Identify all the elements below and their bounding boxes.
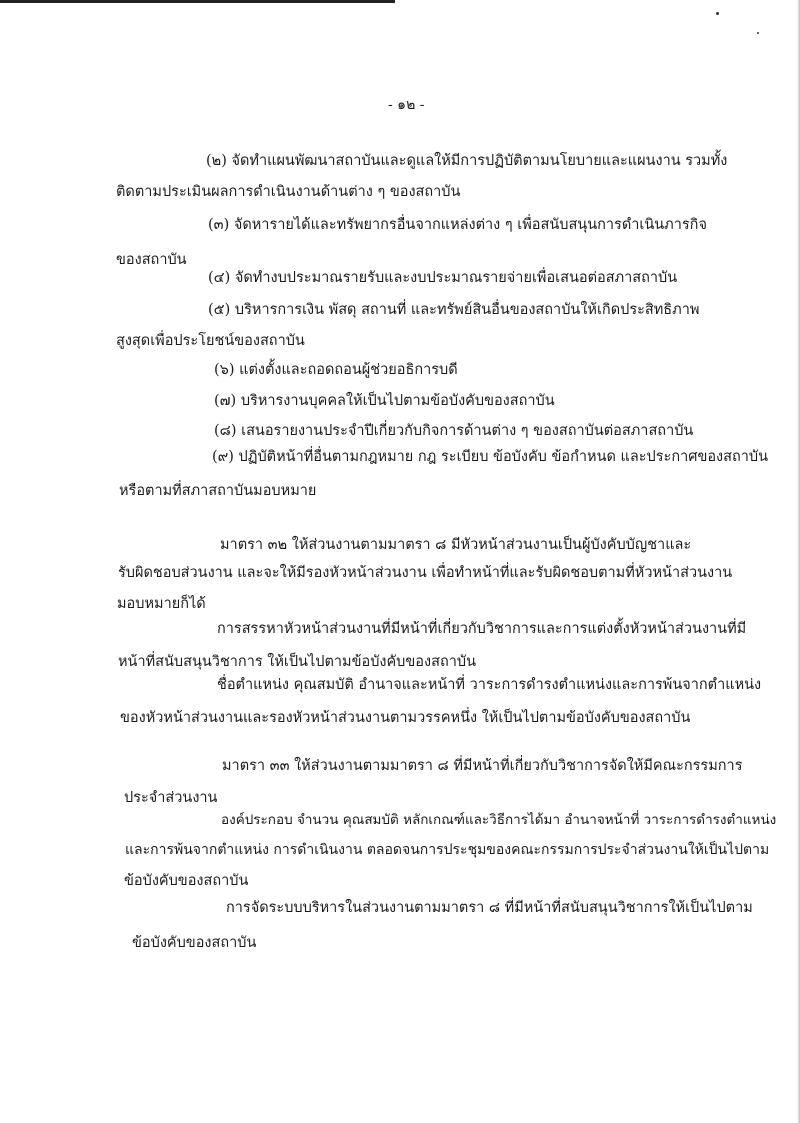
item-2-line-2: ติดตามประเมินผลการดำเนินงานด้านต่าง ๆ ของสถาบัน [116,184,461,200]
section-33-line-1: มาตรา ๓๓ ให้ส่วนงานตามมาตรา ๘ ที่มีหน้าที่เกี่ยวกับวิชาการจัดให้มีคณะกรรมการ [222,758,743,774]
scan-speck [757,32,759,34]
item-6: (๖) แต่งตั้งและถอดถอนผู้ช่วยอธิการบดี [214,362,458,378]
section-33-para-2-line-1: องค์ประกอบ จำนวน คุณสมบัติ หลักเกณฑ์และวิธีการได้มา อำนาจหน้าที่ วาระการดำรงตำแหน่ง [221,812,777,828]
section-32-para-2-line-2: หน้าที่สนับสนุนวิชาการ ให้เป็นไปตามข้อบังคับของสถาบัน [118,654,476,670]
section-33-para-2-line-3: ข้อบังคับของสถาบัน [124,873,249,889]
item-5-line-1: (๕) บริหารการเงิน พัสดุ สถานที่ และทรัพย์สินอื่นของสถาบันให้เกิดประสิทธิภาพ [208,302,700,318]
item-9-line-2: หรือตามที่สภาสถาบันมอบหมาย [119,483,317,499]
section-32-line-1: มาตรา ๓๒ ให้ส่วนงานตามมาตรา ๘ มีหัวหน้าส่วนงานเป็นผู้บังคับบัญชาและ [220,537,692,553]
item-3-line-2: ของสถาบัน [116,252,187,268]
item-7: (๗) บริหารงานบุคคลให้เป็นไปตามข้อบังคับของสถาบัน [214,393,555,409]
section-33-para-2-line-2: และการพ้นจากตำแหน่ง การดำเนินงาน ตลอดจนการประชุมของคณะกรรมการประจำส่วนงานให้เป็นไปตาม [125,842,770,858]
item-3-line-1: (๓) จัดหารายได้และทรัพยากรอื่นจากแหล่งต่าง ๆ เพื่อสนับสนุนการดำเนินภารกิจ [208,217,707,233]
scan-speck [716,12,719,15]
section-32-para-3-line-2: ของหัวหน้าส่วนงานและรองหัวหน้าส่วนงานตามวรรคหนึ่ง ให้เป็นไปตามข้อบังคับของสถาบัน [120,710,691,726]
section-33-para-3-line-2: ข้อบังคับของสถาบัน [132,935,257,951]
scan-top-border [0,0,395,3]
item-2-line-1: (๒) จัดทำแผนพัฒนาสถาบันและดูแลให้มีการปฏิบัติตามนโยบายและแผนงาน รวมทั้ง [206,153,728,169]
section-32-para-2-line-1: การสรรหาหัวหน้าส่วนงานที่มีหน้าที่เกี่ยวกับวิชาการและการแต่งตั้งหัวหน้าส่วนงานที่มี [217,621,747,637]
item-9-line-1: (๙) ปฏิบัติหน้าที่อื่นตามกฎหมาย กฎ ระเบียบ ข้อบังคับ ข้อกำหนด และประกาศของสถาบัน [212,449,769,465]
page-number: - ๑๒ - [388,97,425,113]
section-32-line-2: รับผิดชอบส่วนงาน และจะให้มีรองหัวหน้าส่วนงาน เพื่อทำหน้าที่และรับผิดชอบตามที่หัวหน้าส่วนงาน [118,565,733,581]
item-8: (๘) เสนอรายงานประจำปีเกี่ยวกับกิจการด้านต่าง ๆ ของสถาบันต่อสภาสถาบัน [214,423,694,439]
section-33-para-3-line-1: การจัดระบบบริหารในส่วนงานตามมาตรา ๘ ที่มีหน้าที่สนับสนุนวิชาการให้เป็นไปตาม [226,900,753,916]
section-32-line-3: มอบหมายก็ได้ [117,596,206,612]
section-32-para-3-line-1: ชื่อตำแหน่ง คุณสมบัติ อำนาจและหน้าที่ วาระการดำรงตำแหน่งและการพ้นจากตำแหน่ง [217,677,762,693]
section-33-line-2: ประจำส่วนงาน [124,790,218,806]
item-4: (๔) จัดทำงบประมาณรายรับและงบประมาณรายจ่ายเพื่อเสนอต่อสภาสถาบัน [208,270,678,286]
item-5-line-2: สูงสุดเพื่อประโยชน์ของสถาบัน [116,333,305,349]
